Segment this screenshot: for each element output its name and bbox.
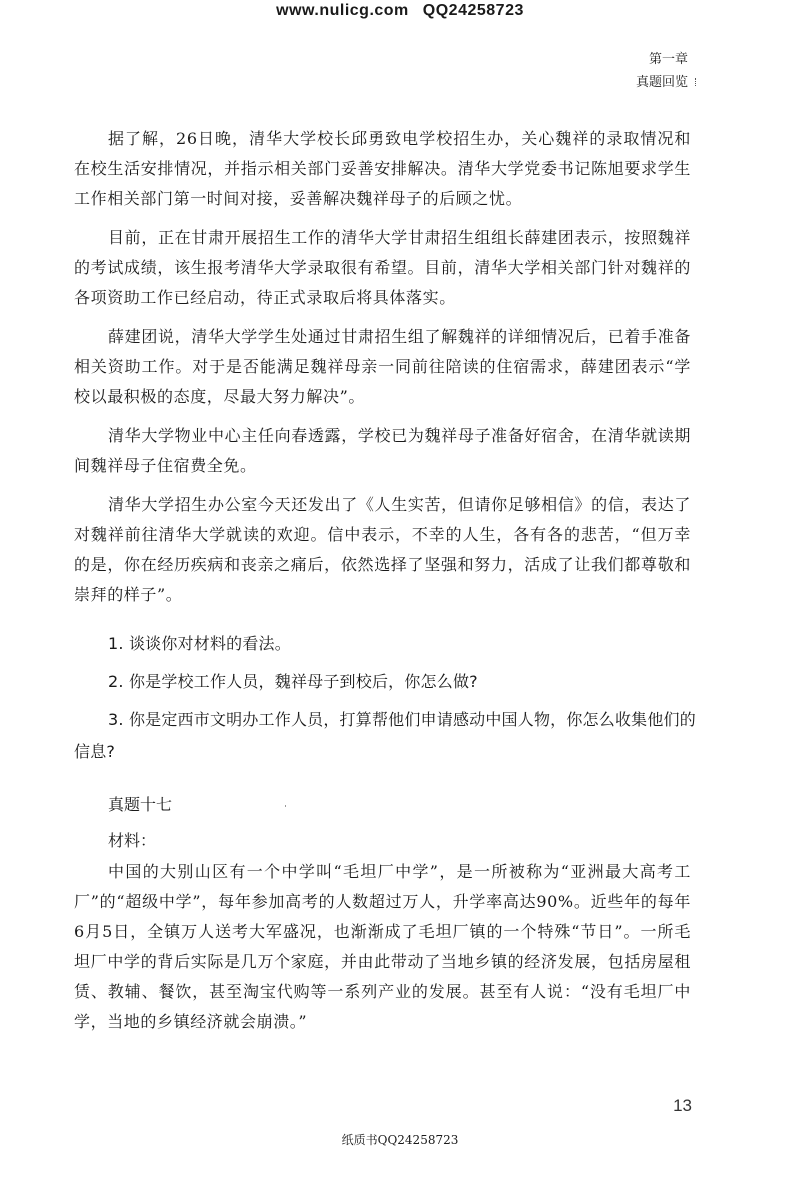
- stray-dot: [285, 805, 286, 807]
- news-paragraph-5: 清华大学招生办公室今天还发出了《人生实苦，但请你足够相信》的信，表达了对魏祥前往清华大学就读的欢迎。信中表示，不幸的人生，各有各的悲苦，“但万幸的是，你在经历疾病和丧亲之痛后，依然选择了坚强和努力，活成了让我们都尊敬和崇拜的样子”。: [74, 495, 691, 604]
- header-qq: QQ24258723: [422, 2, 524, 19]
- news-paragraph-3: 薛建团说，清华大学学生处通过甘肃招生组了解魏祥的详细情况后，已着手准备相关资助工作。对于是否能满足魏祥母亲一同前往陪读的住宿需求，薛建团表示“学校以最积极的态度，尽最大努力解决”。: [74, 327, 691, 406]
- question-1: 1. 谈谈你对材料的看法。: [108, 634, 291, 653]
- question-list: [74, 628, 699, 774]
- material-label: 材料：: [108, 831, 157, 850]
- page-number: 13: [673, 1096, 692, 1115]
- news-paragraph-1: 据了解，26日晚，清华大学校长邱勇致电学校招生办，关心魏祥的录取情况和在校生活安排情况，并指示相关部门妥善安排解决。清华大学党委书记陈旭要求学生工作相关部门第一时间对接，妥善解决魏祥母子的后顾之忧。: [74, 129, 691, 208]
- news-paragraph-2: 目前，正在甘肃开展招生工作的清华大学甘肃招生组组长薛建团表示，按照魏祥的考试成绩，该生报考清华大学录取很有希望。目前，清华大学相关部门针对魏祥的各项资助工作已经启动，待正式录取后将具体落实。: [74, 228, 691, 307]
- footer-watermark: 纸质书QQ24258723: [341, 1133, 459, 1147]
- margin-mark: [695, 78, 698, 86]
- running-head-section: 真题回览: [635, 75, 688, 90]
- question-2: 2. 你是学校工作人员，魏祥母子到校后，你怎么做?: [108, 672, 478, 691]
- header-site: www.nulicg.com: [276, 2, 409, 19]
- news-body: [74, 124, 691, 619]
- running-head-chapter: 第一章: [648, 52, 688, 67]
- header-watermark: [0, 2, 800, 20]
- section-title: 真题十七: [108, 795, 173, 814]
- material-body: [74, 857, 691, 1046]
- news-paragraph-4: 清华大学物业中心主任向春透露，学校已为魏祥母子准备好宿舍，在清华就读期间魏祥母子住宿费全免。: [74, 426, 691, 475]
- question-3: 3. 你是定西市文明办工作人员，打算帮他们申请感动中国人物，你怎么收集他们的信息?: [74, 710, 696, 761]
- running-head: [636, 48, 688, 94]
- material-paragraph-1: 中国的大别山区有一个中学叫“毛坦厂中学”，是一所被称为“亚洲最大高考工厂”的“超级中学”，每年参加高考的人数超过万人，升学率高达90%。近些年的每年6月5日，全镇万人送考大军盛况，也渐渐成了毛坦厂镇的一个特殊“节日”。一所毛坦厂中学的背后实际是几万个家庭，并由此带动了当地乡镇的经济发展，包括房屋租赁、教辅、餐饮，甚至淘宝代购等一系列产业的发展。甚至有人说：“没有毛坦厂中学，当地的乡镇经济就会崩溃。”: [74, 862, 691, 1031]
